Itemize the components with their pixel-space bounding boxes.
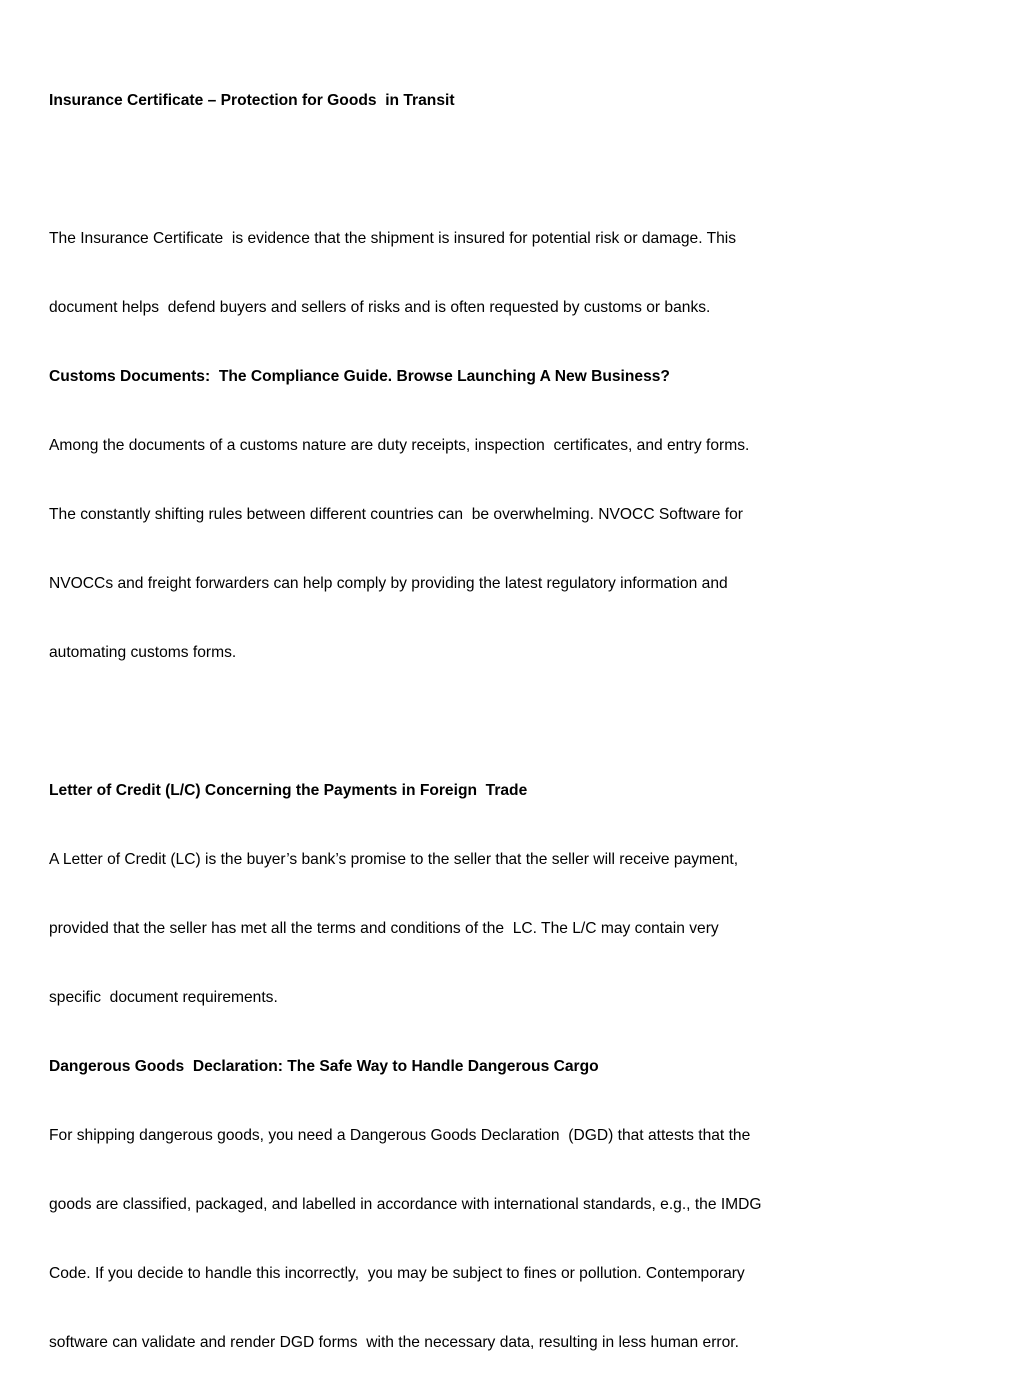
paragraph-line: provided that the seller has met all the terms and conditions of the LC. The L/C may contain very [49, 920, 719, 937]
blank-line [49, 710, 869, 733]
paragraph-line: A Letter of Credit (LC) is the buyer’s bank’s promise to the seller that the seller will receive payment, [49, 851, 739, 868]
paragraph-line: Among the documents of a customs nature are duty receipts, inspection certificates, and entry forms. [49, 437, 750, 454]
heading-customs-documents: Customs Documents: The Compliance Guide. Browse Launching A New Business? [49, 368, 670, 385]
paragraph-line: For shipping dangerous goods, you need a Dangerous Goods Declaration (DGD) that attests that the [49, 1127, 751, 1144]
paragraph-line: NVOCCs and freight forwarders can help comply by providing the latest regulatory information and [49, 575, 728, 592]
paragraph-line: automating customs forms. [49, 644, 237, 661]
paragraph-line: goods are classified, packaged, and labelled in accordance with international standards, e.g., the IMDG [49, 1196, 762, 1213]
paragraph-line: Code. If you decide to handle this incorrectly, you may be subject to fines or pollution. Contemporary [49, 1265, 745, 1282]
paragraph-line: The Insurance Certificate is evidence that the shipment is insured for potential risk or damage. This [49, 230, 737, 247]
paragraph-line: software can validate and render DGD forms with the necessary data, resulting in less human error. [49, 1334, 739, 1351]
heading-insurance-certificate: Insurance Certificate – Protection for Goods in Transit [49, 92, 455, 109]
heading-dangerous-goods-declaration: Dangerous Goods Declaration: The Safe Way to Handle Dangerous Cargo [49, 1058, 599, 1075]
heading-letter-of-credit: Letter of Credit (L/C) Concerning the Payments in Foreign Trade [49, 782, 528, 799]
paragraph-line: document helps defend buyers and sellers of risks and is often requested by customs or banks. [49, 299, 711, 316]
paragraph-line: specific document requirements. [49, 989, 278, 1006]
document-body [49, 43, 869, 1400]
paragraph-line: The constantly shifting rules between different countries can be overwhelming. NVOCC Software for [49, 506, 743, 523]
blank-line [49, 158, 869, 181]
